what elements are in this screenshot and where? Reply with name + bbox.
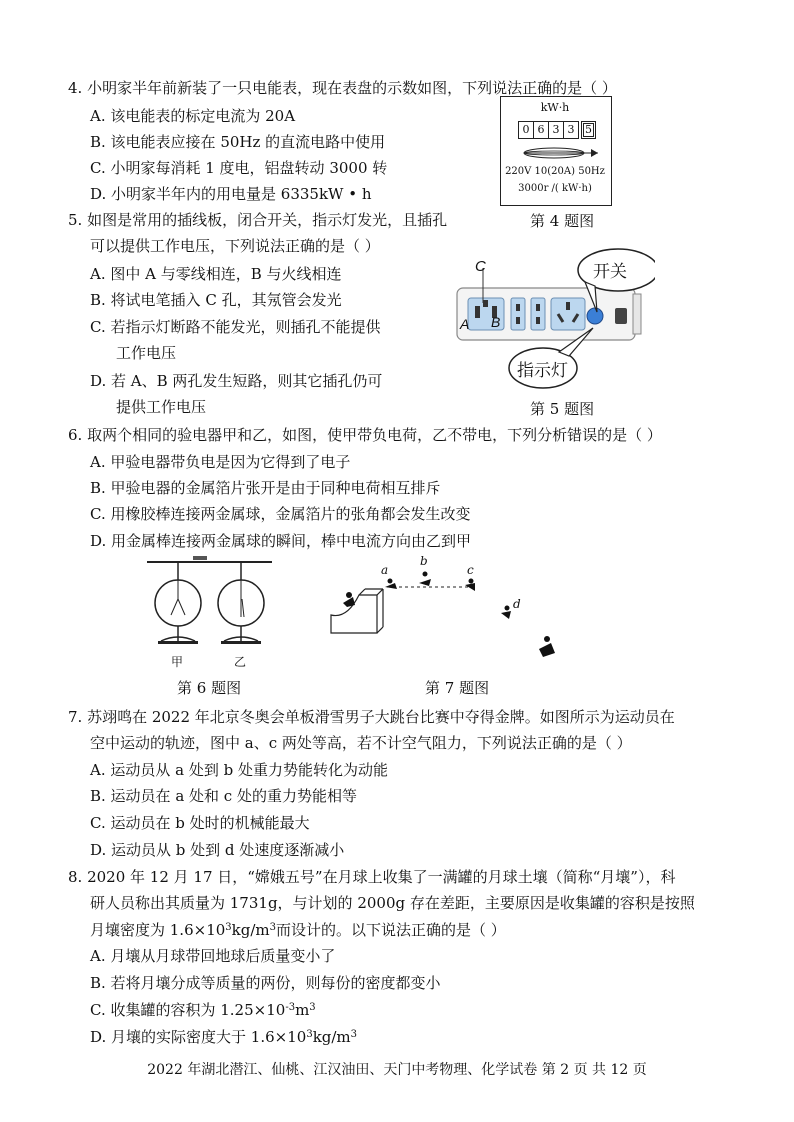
q7-option-d: D. 运动员从 b 处到 d 处速度逐渐减小 [90,841,345,859]
meter-spec: 220V 10(20A) 50Hz [505,166,605,177]
q6-option-d: D. 用金属棒连接两金属球的瞬间，棒中电流方向由乙到甲 [90,532,472,550]
q6-caption: 第 6 题图 [177,679,242,697]
label-a-point: a [381,563,389,577]
trajectory-icon [325,553,565,673]
q6-stem: 6. 取两个相同的验电器甲和乙，如图，使甲带负电荷，乙不带电，下列分析错误的是（ ） [68,426,662,444]
meter-rev: 3000r /( kW·h) [518,183,592,194]
q4-option-c: C. 小明家每消耗 1 度电，铝盘转动 3000 转 [90,159,388,177]
q8-option-a: A. 月壤从月球带回地球后质量变小了 [90,947,336,965]
q5-option-a: A. 图中 A 与零线相连，B 与火线相连 [90,265,342,283]
label-b-point: b [420,554,428,568]
q8-option-b: B. 若将月壤分成等质量的两份，则每份的密度都变小 [90,974,441,992]
meter-disc-icon [518,146,602,160]
q5-option-d-cont: 提供工作电压 [116,398,207,416]
q8-line2: 研人员称出其质量为 1731g，与计划的 2000g 存在差距，主要原因是收集罐的容积是按照 [90,894,695,912]
energy-meter-figure [500,96,612,206]
q8-line1: 8. 2020 年 12 月 17 日，“嫦娥五号”在月球上收集了一满罐的月球土壤（简称“月壤”），科 [68,868,676,886]
q4-option-a: A. 该电能表的标定电流为 20A [90,107,296,125]
electroscope-figure [145,553,275,668]
q5-option-d: D. 若 A、B 两孔发生短路，则其它插孔仍可 [90,372,383,390]
meter-unit: kW·h [540,101,570,114]
page-footer: 2022 年湖北潜江、仙桃、江汉油田、天门中考物理、化学试卷 第 2 页 共 12 页 [147,1062,647,1078]
indicator-label: 指示灯 [517,361,568,381]
q8-option-d: D. 月壤的实际密度大于 $1.6\times 10^3kg/m^3$ [90,1028,358,1046]
meter-digit: 3 [564,121,579,139]
q5-caption: 第 5 题图 [530,400,595,418]
q4-caption: 第 4 题图 [530,212,595,230]
label-c-point: c [467,563,474,577]
switch-label: 开关 [593,262,627,282]
q8-line3: 月壤密度为 $1.6\times 10^3kg/m^3$而设计的。以下说法正确的是（ ） [90,921,506,939]
q5-stem-line1: 5. 如图是常用的插线板，闭合开关，指示灯发光，且插孔 [68,211,448,229]
q6-option-a: A. 甲验电器带负电是因为它得到了电子 [90,453,351,471]
q4-stem: 4. 小明家半年前新装了一只电能表，现在表盘的示数如图，下列说法正确的是（ ） [68,79,617,97]
q7-caption: 第 7 题图 [425,679,490,697]
label-d-point: d [513,597,521,611]
q5-option-c-cont: 工作电压 [116,344,177,362]
q7-stem-line2: 空中运动的轨迹，图中 a、c 两处等高，若不计空气阻力，下列说法正确的是（ ） [90,734,632,752]
electroscope-icon [145,553,275,653]
q7-option-c: C. 运动员在 b 处时的机械能最大 [90,814,310,832]
power-strip-figure [455,248,655,398]
q5-stem-line2: 可以提供工作电压，下列说法正确的是（ ） [90,237,380,255]
label-b: B [491,314,501,330]
meter-digit: 6 [534,121,549,139]
q8-option-c: C. 收集罐的容积为 $1.25\times 10^{-3}m^3$ [90,1001,316,1019]
q7-option-b: B. 运动员在 a 处和 c 处的重力势能相等 [90,787,357,805]
label-c: C [475,258,486,275]
q5-option-b: B. 将试电笔插入 C 孔，其氖管会发光 [90,291,342,309]
q5-option-c: C. 若指示灯断路不能发光，则插孔不能提供 [90,318,381,336]
q6-option-c: C. 用橡胶棒连接两金属球，金属箔片的张角都会发生改变 [90,505,471,523]
meter-digit-decimal: 5 [581,121,596,139]
meter-digit: 3 [549,121,564,139]
q6-option-b: B. 甲验电器的金属箔片张开是由于同种电荷相互排斥 [90,479,441,497]
meter-digits [518,121,596,139]
electroscope-jia: 甲 [171,655,184,669]
q4-option-d: D. 小明家半年内的用电量是 6335kW • h [90,185,372,203]
snowboard-trajectory-figure [325,553,565,673]
meter-digit: 0 [518,121,534,139]
q7-stem-line1: 7. 苏翊鸣在 2022 年北京冬奥会单板滑雪男子大跳台比赛中夺得金牌。如图所示为运动员在 [68,708,675,726]
electroscope-yi: 乙 [234,655,247,669]
q7-option-a: A. 运动员从 a 处到 b 处重力势能转化为动能 [90,761,388,779]
q4-option-b: B. 该电能表应接在 50Hz 的直流电路中使用 [90,133,386,151]
label-a: A [460,316,470,332]
